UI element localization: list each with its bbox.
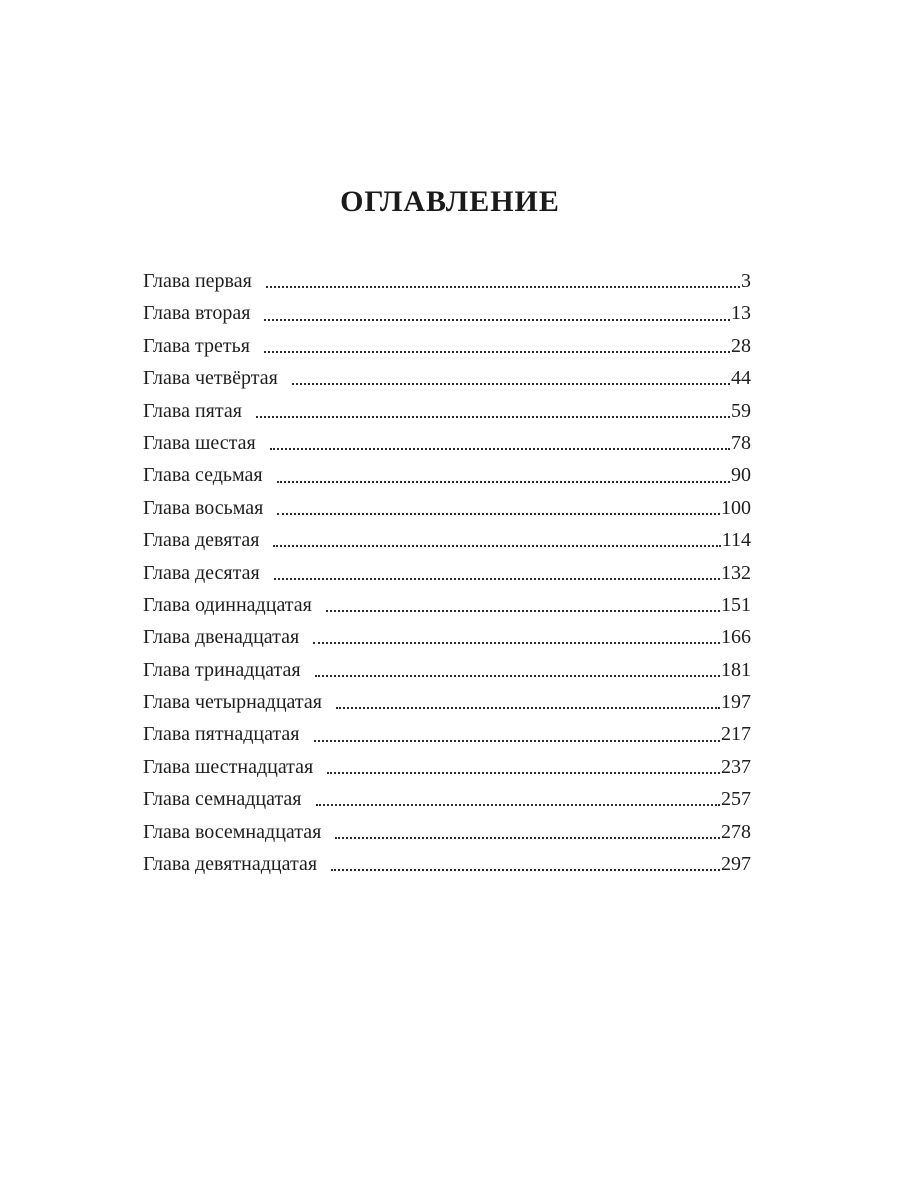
dot-leader [274,563,720,583]
page-number: 237 [721,755,751,778]
chapter-title: Глава тринадцатая [143,658,301,681]
chapter-title: Глава пятнадцатая [143,723,300,746]
page-number: 151 [721,593,751,616]
toc-entry-7[interactable] [143,459,751,491]
dot-leader [314,725,721,745]
chapter-title: Глава двенадцатая [143,626,300,649]
dot-leader [277,498,720,518]
toc-entry-5[interactable] [143,395,751,427]
chapter-title: Глава шестнадцатая [143,755,314,778]
toc-entry-12[interactable] [143,621,751,653]
dot-leader [336,692,720,712]
page-number: 90 [731,464,751,487]
chapter-title: Глава вторая [143,302,251,325]
page-number: 217 [721,723,751,746]
dot-leader [316,789,720,809]
toc-entry-17[interactable] [143,783,751,815]
page-number: 3 [741,270,751,292]
toc-entry-11[interactable] [143,589,751,621]
toc-entry-14[interactable] [143,686,751,718]
dot-leader [266,271,740,291]
dot-leader [277,466,730,486]
page-number: 278 [721,820,751,843]
chapter-title: Глава одиннадцатая [143,593,312,616]
toc-entry-18[interactable] [143,816,751,848]
page-number: 197 [721,691,751,714]
toc-entry-19[interactable] [143,848,751,880]
chapter-title: Глава восемнадцатая [143,820,322,843]
chapter-title: Глава первая [143,270,252,292]
dot-leader [264,304,730,324]
chapter-title: Глава четвёртая [143,367,278,390]
dot-leader [273,530,720,550]
chapter-title: Глава девятнадцатая [143,853,318,876]
toc-entry-15[interactable] [143,718,751,750]
page-number: 44 [731,367,751,390]
dot-leader [270,433,730,453]
toc-entry-8[interactable] [143,492,751,524]
page-number: 181 [721,658,751,681]
chapter-title: Глава девятая [143,529,260,552]
page-number: 28 [731,334,751,357]
dot-leader [264,336,730,356]
page-number: 13 [731,302,751,325]
toc-entry-4[interactable] [143,362,751,394]
chapter-title: Глава третья [143,334,250,357]
page-number: 166 [721,626,751,649]
page-number: 132 [721,561,751,584]
page-number: 257 [721,788,751,811]
chapter-title: Глава четырнадцатая [143,691,322,714]
dot-leader [315,660,720,680]
page-number: 78 [731,431,751,454]
toc-entry-9[interactable] [143,524,751,556]
toc-entry-3[interactable] [143,330,751,362]
chapter-title: Глава восьмая [143,496,264,519]
chapter-title: Глава десятая [143,561,260,584]
dot-leader [313,627,720,647]
chapter-title: Глава седьмая [143,464,263,487]
chapter-title: Глава шестая [143,431,256,454]
toc-entry-13[interactable] [143,654,751,686]
dot-leader [292,368,730,388]
dot-leader [331,854,720,874]
dot-leader [327,757,720,777]
toc-entry-2[interactable] [143,297,751,329]
table-of-contents [143,265,751,880]
page-number: 114 [721,529,751,552]
page-number: 100 [721,496,751,519]
chapter-title: Глава семнадцатая [143,788,302,811]
chapter-title: Глава пятая [143,399,242,422]
toc-entry-6[interactable] [143,427,751,459]
page-title: ОГЛАВЛЕНИЕ [340,185,560,219]
toc-entry-16[interactable] [143,751,751,783]
page-number: 59 [731,399,751,422]
dot-leader [256,401,730,421]
toc-entry-1[interactable] [143,265,751,297]
toc-entry-10[interactable] [143,557,751,589]
page-number: 297 [721,853,751,876]
dot-leader [335,822,720,842]
dot-leader [326,595,720,615]
